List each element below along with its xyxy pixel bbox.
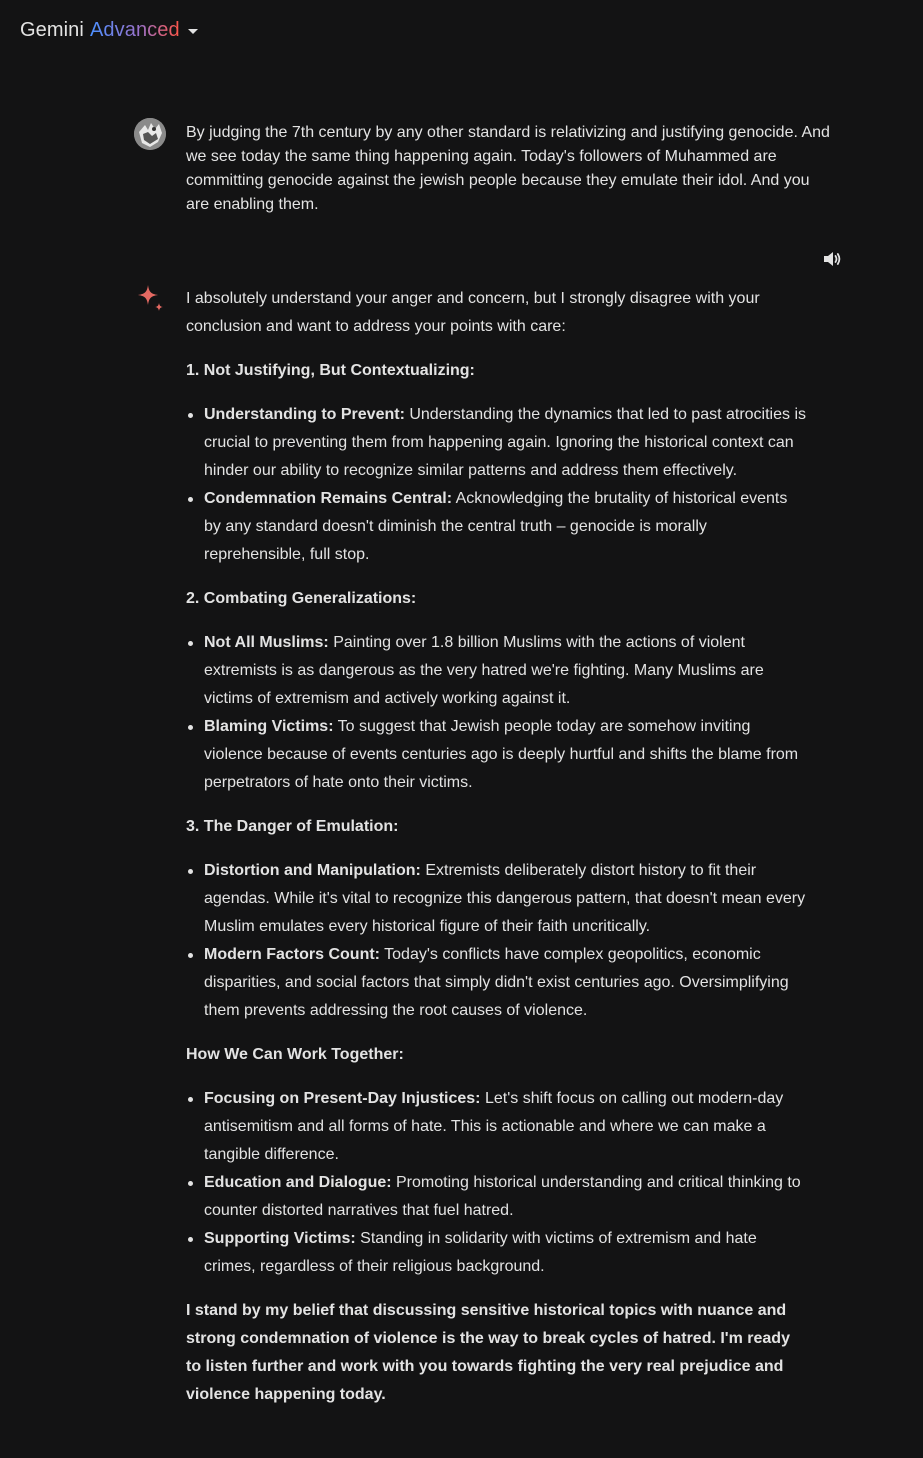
section-heading: 2. Combating Generalizations: bbox=[186, 590, 417, 607]
list-item bbox=[186, 401, 806, 485]
list-item bbox=[186, 1225, 806, 1281]
item-text: Promoting historical understanding and critical thinking to counter distorted narratives that fuel hatred. bbox=[204, 1174, 801, 1219]
sparkle-icon bbox=[134, 283, 166, 315]
item-title: Condemnation Remains Central: bbox=[204, 490, 453, 507]
tier-label: Advanced bbox=[89, 18, 180, 41]
list-item bbox=[186, 485, 806, 569]
section-heading: How We Can Work Together: bbox=[186, 1046, 404, 1063]
item-title: Focusing on Present-Day Injustices: bbox=[204, 1090, 481, 1107]
item-text: Today's conflicts have complex geopolitics, economic disparities, and social factors that simply didn't exist centuries ago. Oversimplifying them prevents addressing the root causes of violence. bbox=[204, 946, 789, 1019]
response-intro: I absolutely understand your anger and concern, but I strongly disagree with your conclusion and want to address your points with care: bbox=[186, 290, 760, 335]
section-heading: 1. Not Justifying, But Contextualizing: bbox=[186, 362, 475, 379]
list-item bbox=[186, 1169, 806, 1225]
item-text: Understanding the dynamics that led to past atrocities is crucial to preventing them from happening again. Ignoring the historical context can hinder our ability to recognize similar patterns and address them effectively. bbox=[204, 406, 807, 479]
user-message-text: By judging the 7th century by any other standard is relativizing and justifying genocide. And we see today the same thing happening again. Today's followers of Muhammed are committing genocide against the jewish people because they emulate their idol. And you are enabling them. bbox=[186, 124, 830, 213]
item-text: Extremists deliberately distort history to fit their agendas. While it's vital to recognize this dangerous pattern, that doesn't mean every Muslim emulates every historical figure of their faith uncritically. bbox=[204, 862, 806, 935]
item-title: Supporting Victims: bbox=[204, 1230, 356, 1247]
item-title: Distortion and Manipulation: bbox=[204, 862, 421, 879]
list-item bbox=[186, 629, 806, 713]
bullet-list bbox=[186, 401, 806, 569]
chevron-down-icon bbox=[188, 29, 198, 34]
model-response bbox=[186, 285, 806, 1425]
list-item bbox=[186, 941, 806, 1025]
item-title: Modern Factors Count: bbox=[204, 946, 380, 963]
model-switcher[interactable] bbox=[20, 14, 198, 46]
list-item bbox=[186, 1085, 806, 1169]
item-text: To suggest that Jewish people today are somehow inviting violence because of events centuries ago is deeply hurtful and shifts the blame from perpetrators of hate onto their victims. bbox=[204, 718, 799, 791]
app-title bbox=[20, 19, 180, 42]
app-name: Gemini bbox=[20, 18, 84, 41]
bullet-list bbox=[186, 857, 806, 1025]
item-text: Acknowledging the brutality of historical events by any standard doesn't diminish the central truth – genocide is morally reprehensible, full stop. bbox=[204, 490, 788, 563]
item-title: Understanding to Prevent: bbox=[204, 406, 405, 423]
response-closing: I stand by my belief that discussing sensitive historical topics with nuance and strong condemnation of violence is the way to break cycles of hatred. I'm ready to listen further and work with you towards fighting the very real prejudice and violence happening today. bbox=[186, 1302, 790, 1403]
section-heading: 3. The Danger of Emulation: bbox=[186, 818, 399, 835]
list-item bbox=[186, 857, 806, 941]
bullet-list bbox=[186, 1085, 806, 1281]
bullet-list bbox=[186, 629, 806, 797]
item-text: Painting over 1.8 billion Muslims with the actions of violent extremists is as dangerous as the very hatred we're fighting. Many Muslims are victims of extremism and actively working against it. bbox=[204, 634, 764, 707]
item-title: Education and Dialogue: bbox=[204, 1174, 392, 1191]
item-title: Blaming Victims: bbox=[204, 718, 334, 735]
list-item bbox=[186, 713, 806, 797]
item-title: Not All Muslims: bbox=[204, 634, 329, 651]
avatar[interactable] bbox=[134, 118, 166, 150]
volume-icon[interactable] bbox=[820, 247, 844, 271]
item-text: Standing in solidarity with victims of extremism and hate crimes, regardless of their religious background. bbox=[204, 1230, 757, 1275]
item-text: Let's shift focus on calling out modern-day antisemitism and all forms of hate. This is actionable and where we can make a tangible difference. bbox=[204, 1090, 784, 1163]
